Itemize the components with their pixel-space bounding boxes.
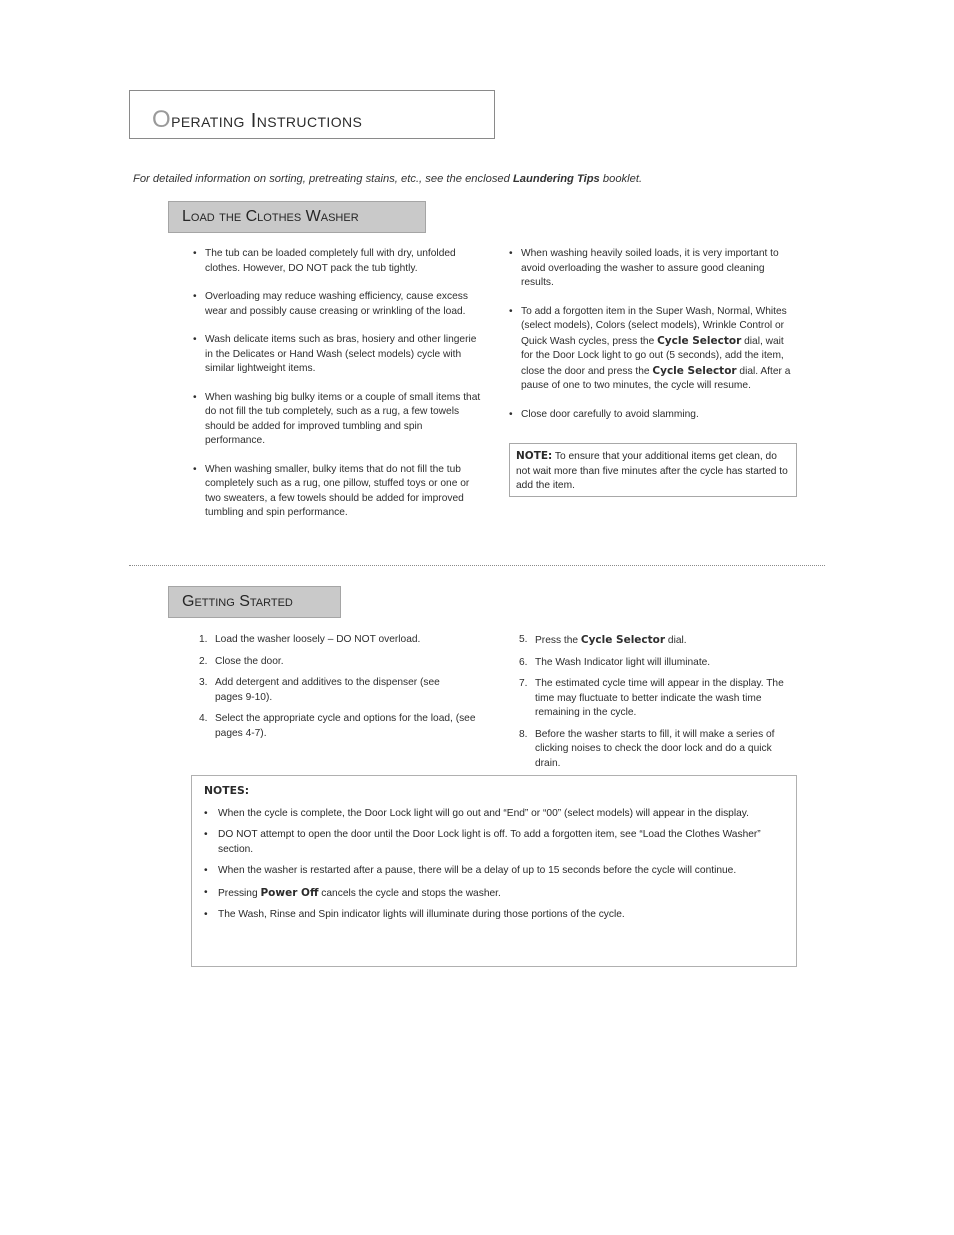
cycle-selector-label: Cycle Selector (657, 334, 742, 347)
step-text: Add detergent and additives to the dispenser (see pages 9-10). (215, 677, 440, 703)
step-text: Select the appropriate cycle and options for the load, (see pages 4-7). (215, 713, 476, 739)
step-item (519, 656, 789, 671)
intro-before: For detailed information on sorting, pretreating stains, etc., see the enclosed (133, 173, 513, 185)
notes-box (191, 775, 797, 967)
notes-title: NOTES: (204, 784, 250, 797)
list-item: • Overloading may reduce washing efficiency, cause excess wear and possibly cause creasing or wrinkling of the load. (193, 290, 483, 319)
list-item: • The tub can be loaded completely full with dry, unfolded clothes. However, DO NOT pack the tub tightly. (193, 247, 483, 276)
step-text: dial. (665, 635, 687, 646)
step-text: Close the door. (215, 655, 284, 667)
text-run: To add a forgotten item in the Super Wash, Normal, Whites (select models), Colors (select models), Wrinkle Control or Quick Wash cycles, press the (521, 305, 787, 347)
step-item (199, 712, 489, 741)
note-label: NOTE: (516, 450, 553, 462)
text-run: dial. After a pause of one to two minutes, the cycle will resume. (521, 365, 791, 391)
page-title-initial: O (152, 106, 172, 133)
load-right-column (509, 247, 797, 436)
step-text: Load the washer loosely – DO NOT overload. (215, 634, 421, 645)
step-item (199, 633, 489, 648)
cycle-selector-label: Cycle Selector (580, 634, 666, 646)
step-item (519, 633, 789, 649)
page-title-rest: perating Instructions (171, 110, 363, 132)
text-run: Pressing (218, 887, 261, 899)
notes-item (202, 886, 786, 902)
step-number: 5. (519, 634, 528, 645)
getting-started-heading: Getting Started (168, 586, 341, 618)
notes-item: • DO NOT attempt to open the door until the Door Lock light is off. To add a forgotten item, see “Load the Clothes Washer” section. (202, 828, 786, 857)
step-item (199, 655, 489, 670)
step-number: 6. (519, 656, 528, 668)
steps-right-column (519, 633, 789, 778)
step-item (519, 728, 785, 772)
intro-after: booklet. (599, 173, 643, 185)
load-left-column (193, 247, 483, 535)
page-title-box (129, 90, 495, 139)
cycle-selector-label: Cycle Selector (652, 364, 737, 377)
intro-text (133, 173, 642, 185)
text-run: dial, wait for the Door Lock light to go out (5 seconds), add the item, close the door and press the (521, 335, 784, 377)
list-item: • Wash delicate items such as bras, hosiery and other lingerie in the Delicates or Hand Wash (select models) cycle with similar lightweight items. (193, 333, 483, 377)
step-number: 3. (199, 677, 208, 688)
step-item (199, 676, 455, 705)
step-text: The estimated cycle time will appear in the display. The time may fluctuate to better indicate the wash time remaining in the cycle. (535, 678, 784, 718)
step-number: 7. (519, 678, 528, 689)
power-off-label: Power Off (260, 886, 319, 899)
list-item: • When washing smaller, bulky items that do not fill the tub completely such as a rug, one pillow, stuffed toys or one or two sweaters, a few towels should be added for improved tumbling and spin performance. (193, 463, 483, 521)
step-item (519, 677, 789, 721)
step-number: 2. (199, 655, 208, 667)
list-item: • When washing heavily soiled loads, it is very important to avoid overloading the washer to assure good cleaning results. (509, 247, 797, 291)
step-text: Press the (535, 635, 581, 646)
step-number: 4. (199, 713, 208, 724)
intro-booklet-name: Laundering Tips (512, 173, 600, 185)
page-title (152, 106, 362, 134)
note-box (509, 443, 797, 497)
notes-item: • When the cycle is complete, the Door Lock light will go out and “End” or “00” (select models) will appear in the display. (202, 807, 786, 822)
note-text: To ensure that your additional items get clean, do not wait more than five minutes after the cycle has started to add the item. (516, 451, 788, 491)
list-item: • Close door carefully to avoid slamming. (509, 408, 797, 423)
list-item: • When washing big bulky items or a couple of small items that do not fill the tub completely, such as a rug, a few towels should be added for improved tumbling and spin performance. (193, 391, 483, 449)
steps-left-column (199, 633, 489, 748)
notes-item: • The Wash, Rinse and Spin indicator lights will illuminate during those portions of the cycle. (202, 908, 786, 923)
step-number: 1. (199, 634, 208, 645)
text-run: cancels the cycle and stops the washer. (318, 887, 501, 899)
list-item (509, 305, 797, 394)
load-section-heading: Load the Clothes Washer (168, 201, 426, 233)
step-text: The Wash Indicator light will illuminate. (535, 656, 711, 668)
step-text: Before the washer starts to fill, it will make a series of clicking noises to check the door lock and do a quick drain. (535, 728, 775, 769)
section-divider (129, 565, 825, 566)
step-number: 8. (519, 728, 528, 740)
notes-item: • When the washer is restarted after a pause, there will be a delay of up to 15 seconds before the cycle will continue. (202, 864, 786, 879)
